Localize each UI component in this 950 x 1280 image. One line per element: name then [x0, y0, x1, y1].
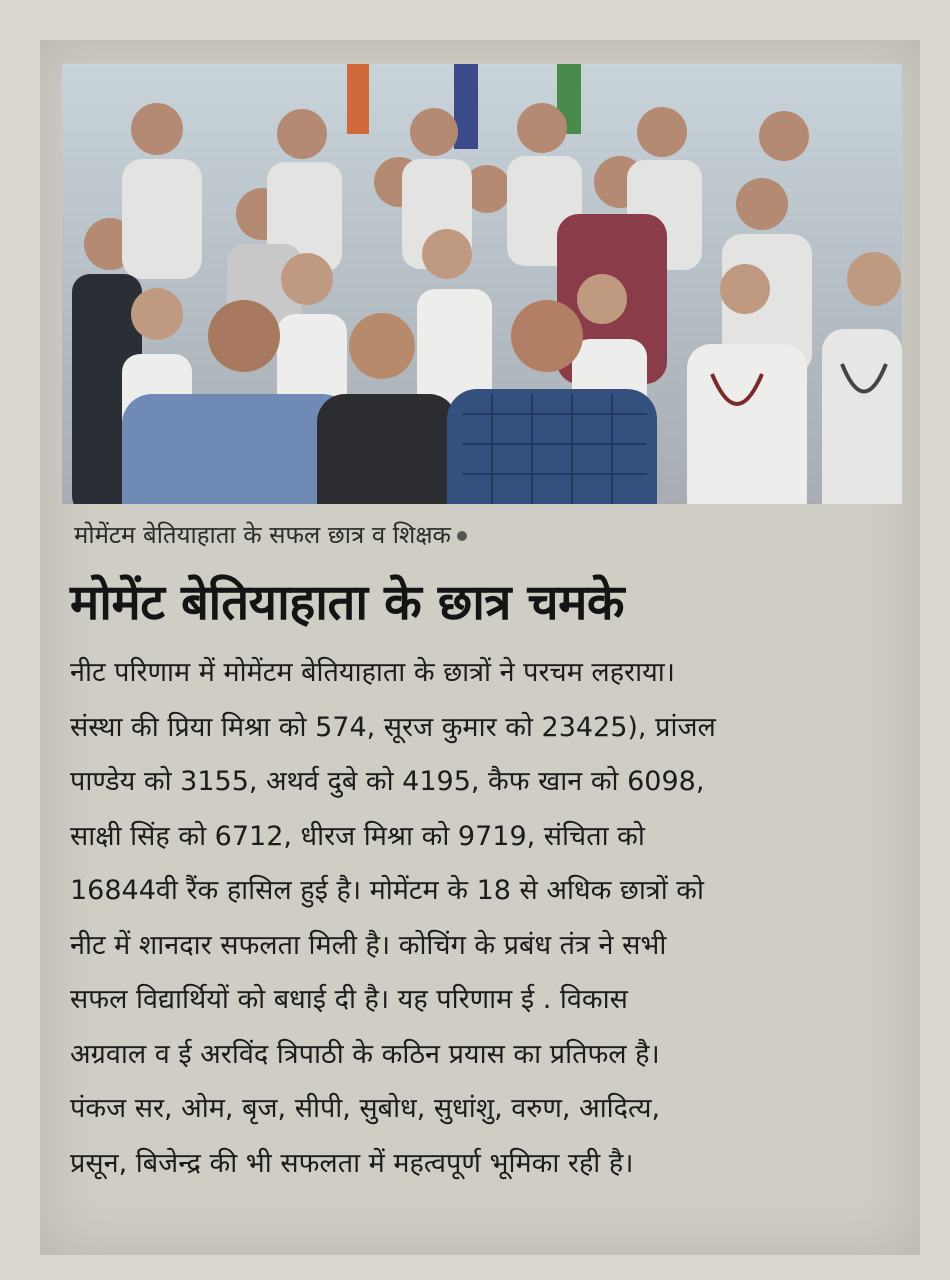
- body-line: सफल विद्यार्थियों को बधाई दी है। यह परिणाम ई . विकास: [70, 984, 628, 1015]
- body-line: नीट में शानदार सफलता मिली है। कोचिंग के प्रबंध तंत्र ने सभी: [70, 929, 667, 961]
- body-line: 16844वी रैंक हासिल हुई है। मोमेंटम के 18 से अधिक छात्रों को: [70, 875, 705, 906]
- body-line: नीट परिणाम में मोमेंटम बेतियाहाता के छात्रों ने परचम लहराया।: [70, 657, 675, 688]
- group-photo: [62, 64, 902, 504]
- group-photo-illustration: [62, 64, 902, 504]
- article-body: [70, 646, 900, 1191]
- body-line: पंकज सर, ओम, बृज, सीपी, सुबोध, सुधांशु, वरुण, आदित्य,: [70, 1093, 661, 1124]
- body-line: साक्षी सिंह को 6712, धीरज मिश्रा को 9719, संचिता को: [70, 820, 645, 852]
- body-line: संस्था की प्रिया मिश्रा को 574, सूरज कुमार को 23425), प्रांजल: [70, 711, 716, 743]
- newspaper-clipping: [40, 40, 920, 1255]
- body-line: प्रसून, बिजेन्द्र की भी सफलता में महत्वपूर्ण भूमिका रही है।: [70, 1147, 634, 1179]
- photo-caption: [74, 518, 774, 551]
- photo-caption-text: मोमेंटम बेतियाहाता के सफल छात्र व शिक्षक: [74, 521, 451, 549]
- body-line: पाण्डेय को 3155, अथर्व दुबे को 4195, कैफ खान को 6098,: [70, 766, 705, 797]
- headline: मोमेंट बेतियाहाता के छात्र चमके: [70, 574, 625, 631]
- body-line: अग्रवाल व ई अरविंद त्रिपाठी के कठिन प्रयास का प्रतिफल है।: [70, 1038, 660, 1070]
- bullet-dot-icon: [457, 531, 467, 541]
